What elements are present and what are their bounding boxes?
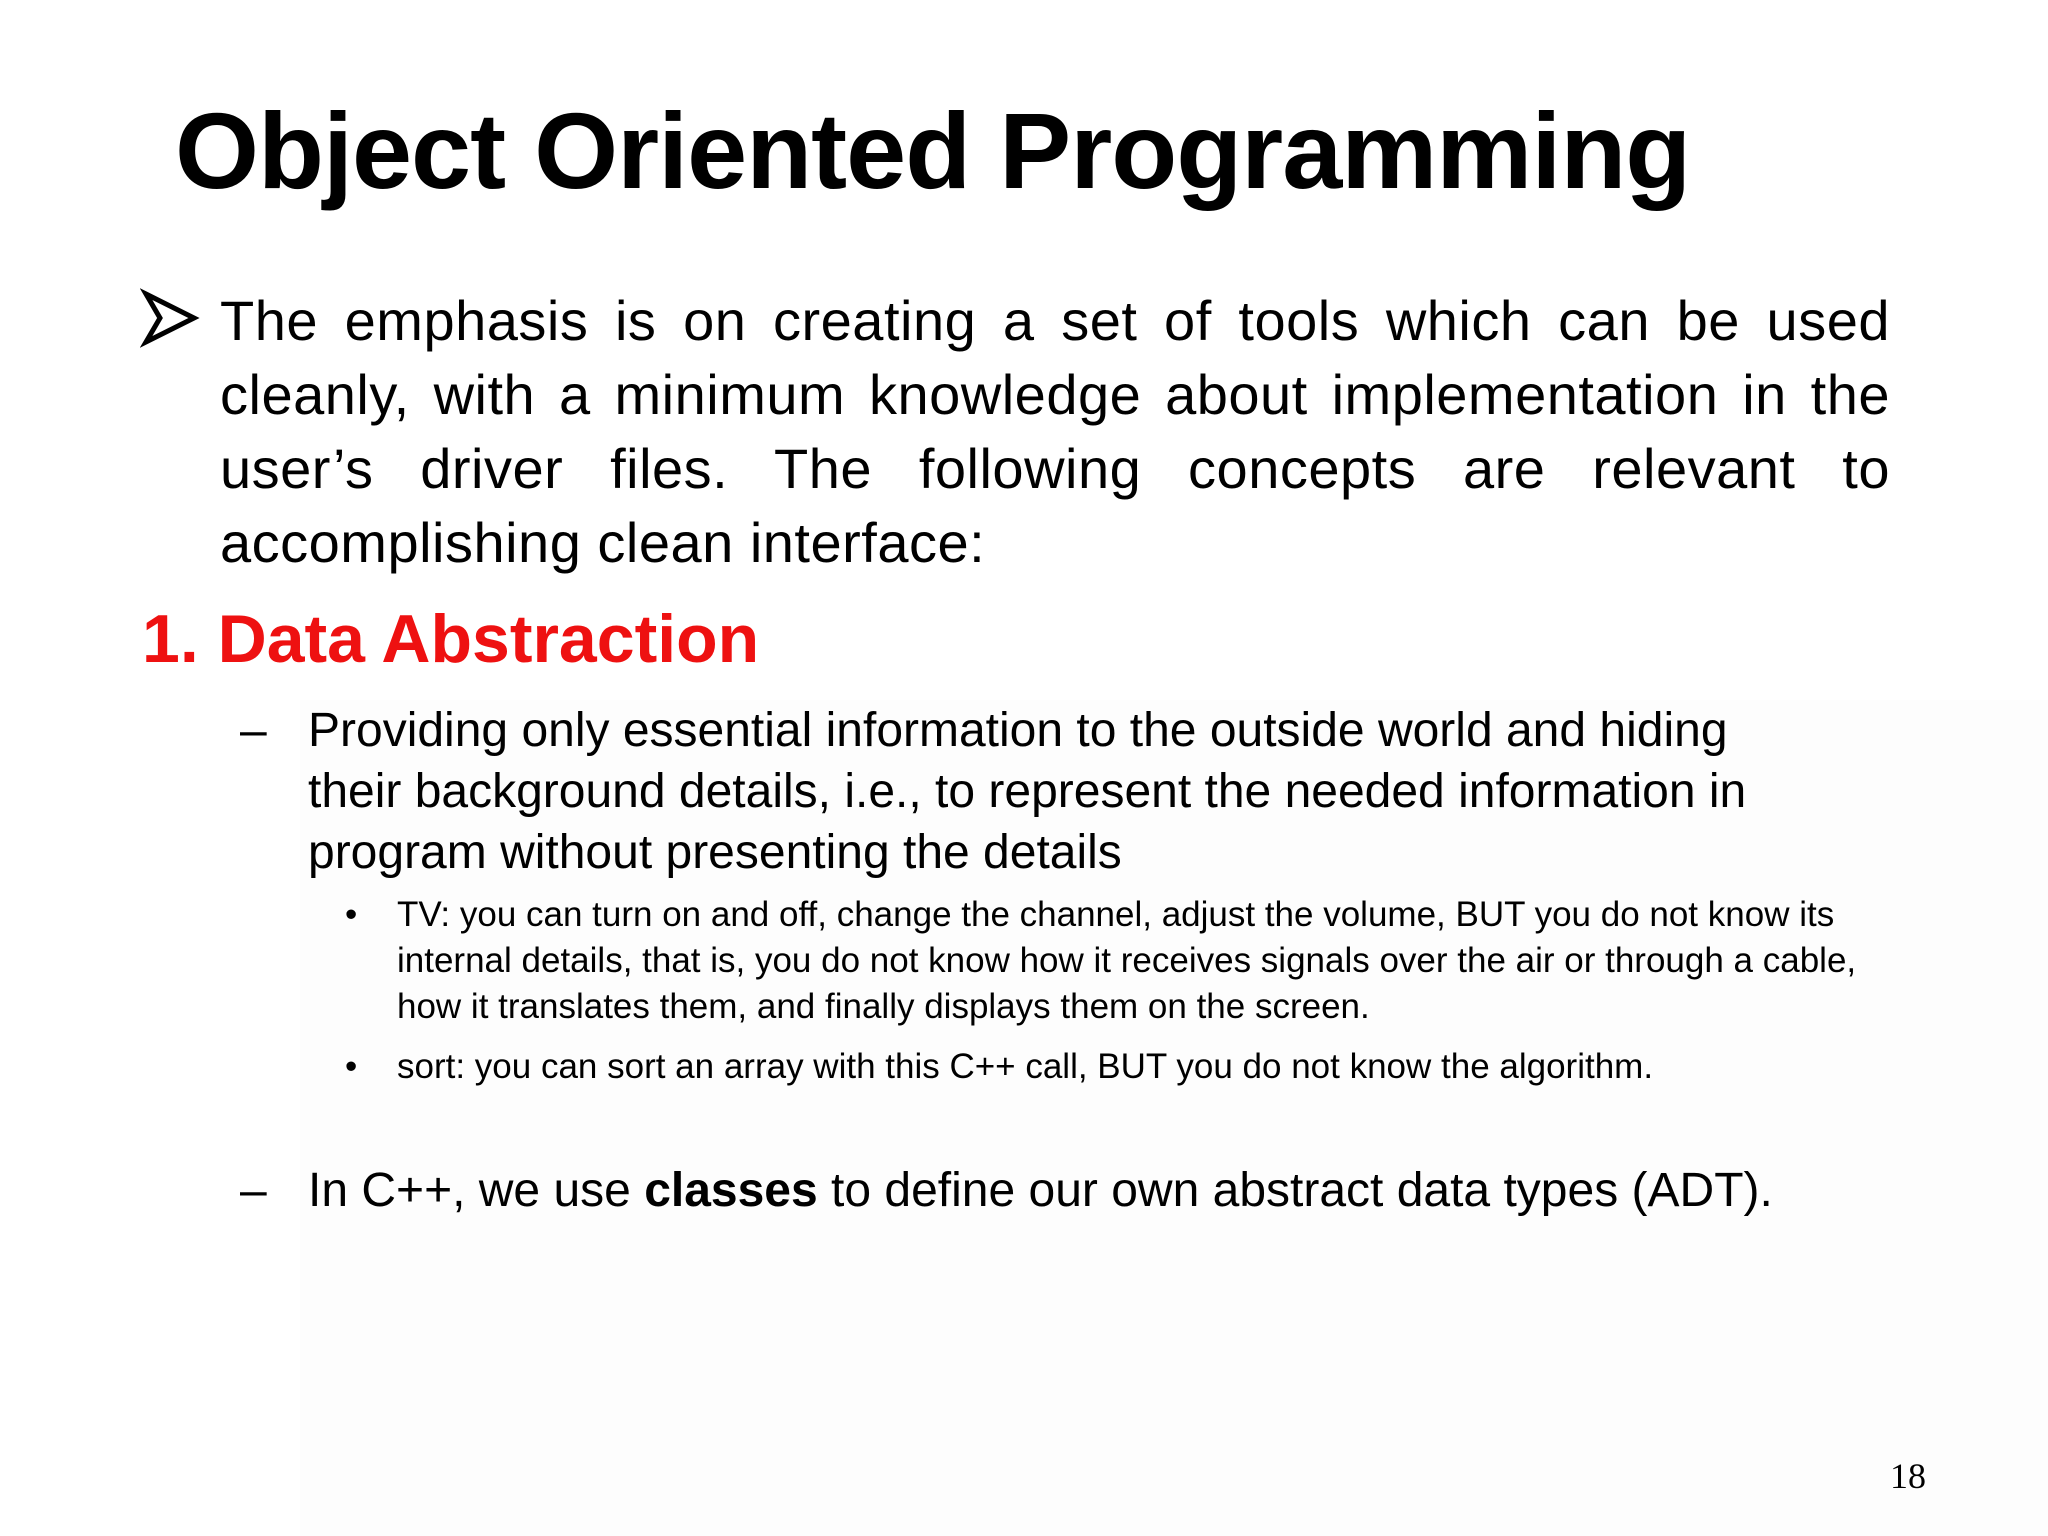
list-item (240, 700, 1800, 883)
list-item (240, 1160, 1800, 1221)
list-item (345, 892, 1875, 1030)
bullet-marker: • (345, 895, 358, 934)
point-text-start: In C++, we use (308, 1164, 645, 1217)
point-text (308, 1160, 1800, 1221)
point-text: Providing only essential information to the outside world and hiding their background details, i.e., to represent the needed information in program without presenting the details (308, 704, 1747, 879)
sub-point-text: sort: you can sort an array with this C++ call, BUT you do not know the algorithm. (397, 1047, 1654, 1086)
sub-point-text: TV: you can turn on and off, change the channel, adjust the volume, BUT you do not know its internal details, that is, you do not know how it receives signals over the air or through a cable, how it translates them, and finally displays them on the screen. (397, 895, 1857, 1026)
slide-title: Object Oriented Programming (175, 90, 1691, 211)
dash-marker: – (240, 704, 267, 757)
dash-marker: – (240, 1164, 267, 1217)
page-number: 18 (1890, 1456, 1926, 1496)
intro-bullet (140, 284, 1890, 580)
arrow-bullet-icon (140, 288, 200, 348)
list-item (345, 1044, 1875, 1090)
keyword-classes: classes (644, 1164, 818, 1217)
point-text-end: to define our own abstract data types (ADT). (817, 1164, 1773, 1217)
bullet-marker: • (345, 1047, 358, 1086)
section-heading: 1. Data Abstraction (142, 601, 760, 677)
intro-text: The emphasis is on creating a set of tools which can be used cleanly, with a minimum knowledge about implementation in the user’s driver files. The following concepts are relevant to accomplishing clean interface: (220, 289, 1890, 574)
